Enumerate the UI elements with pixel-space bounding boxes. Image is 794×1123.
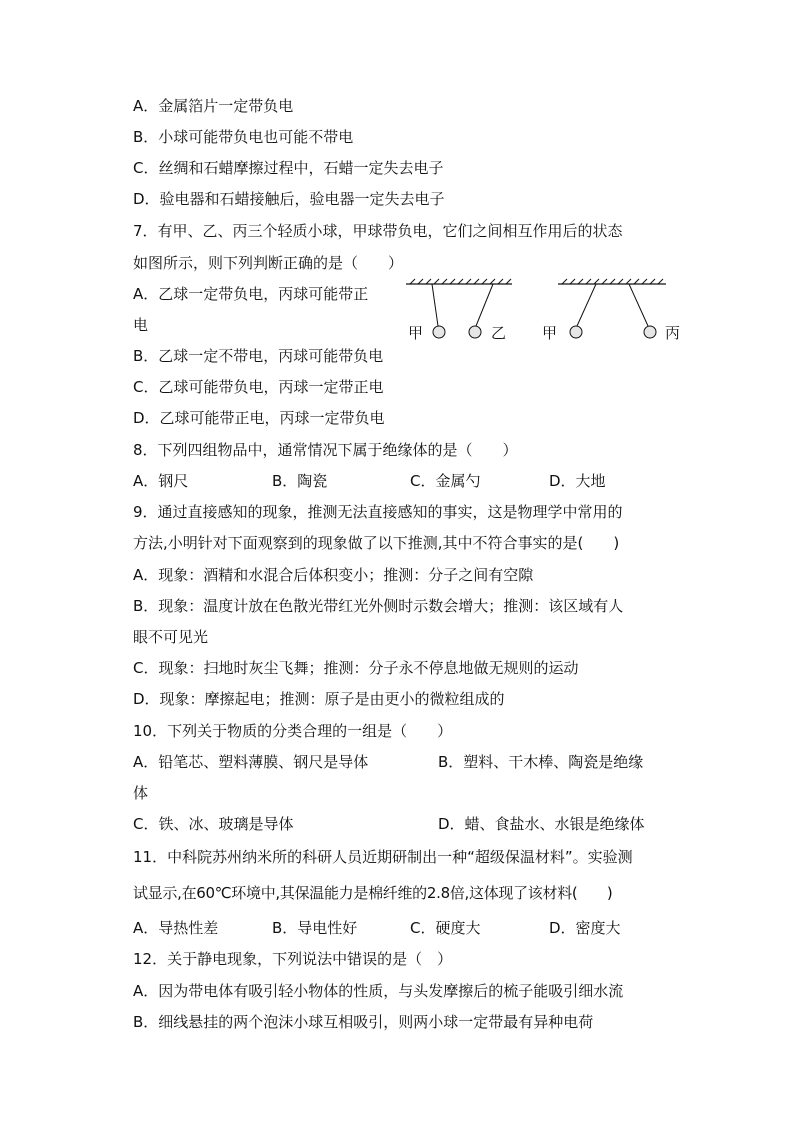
q7-stem-line1: 7．有甲、乙、丙三个轻质小球，甲球带负电，它们之间相互作用后的状态 [133, 222, 623, 240]
q10-option-b: B．塑料、干木棒、陶瓷是绝缘 [438, 753, 644, 771]
right-ceiling [558, 279, 666, 284]
q10-stem: 10．下列关于物质的分类合理的一组是（ ） [133, 722, 453, 740]
q9-option-d: D．现象：摩擦起电；推测：原子是由更小的微粒组成的 [133, 690, 505, 708]
q6-option-c: C．丝绸和石蜡摩擦过程中，石蜡一定失去电子 [133, 159, 444, 177]
q9-option-b: B．现象：温度计放在色散光带红光外侧时示数会增大；推测：该区域有人 [133, 597, 624, 615]
bing-label: 丙 [665, 324, 681, 342]
bing-string [629, 284, 648, 326]
jia-string [432, 284, 438, 326]
q9-stem-line2: 方法,小明针对下面观察到的现象做了以下推测,其中不符合事实的是( ) [133, 534, 620, 552]
jia-ball-2 [570, 326, 582, 338]
q7-option-c: C．乙球可能带负电，丙球一定带正电 [133, 378, 384, 396]
bing-ball [644, 326, 656, 338]
q10-option-c: C．铁、冰、玻璃是导体 [133, 815, 294, 833]
q11-option-a: A．导热性差 [133, 919, 219, 937]
q6-option-b: B．小球可能带负电也可能不带电 [133, 128, 354, 146]
q11-stem-line1: 11．中科院苏州纳米所的科研人员近期研制出一种“超级保温材料”。实验测 [133, 848, 633, 866]
q12-option-a: A．因为带电体有吸引轻小物体的性质，与头发摩擦后的梳子能吸引细水流 [133, 982, 624, 1000]
q11-option-d: D．密度大 [549, 919, 621, 937]
left-ceiling [406, 279, 512, 284]
q9-option-b-continued: 眼不可见光 [133, 628, 209, 646]
q10-option-b-continued: 体 [133, 784, 149, 802]
q11-option-c: C．硬度大 [410, 919, 481, 937]
q6-option-a: A．金属箔片一定带负电 [133, 97, 294, 115]
q12-stem: 12．关于静电现象，下列说法中错误的是（ ） [133, 950, 453, 968]
q7-stem-line2: 如图所示，则下列判断正确的是（ ） [133, 254, 404, 272]
yi-label: 乙 [491, 324, 507, 342]
q7-option-a-continued: 电 [133, 316, 149, 334]
q11-stem-line2: 试显示,在60℃环境中,其保温能力是棉纤维的2.8倍,这体现了该材料( ) [133, 884, 613, 902]
q9-stem-line1: 9．通过直接感知的现象，推测无法直接感知的事实，这是物理学中常用的 [133, 503, 623, 521]
jia-string-2 [577, 284, 596, 326]
q9-option-c: C．现象：扫地时灰尘飞舞；推测：分子永不停息地做无规则的运动 [133, 659, 579, 677]
yi-ball [469, 326, 481, 338]
yi-string [476, 284, 493, 326]
q8-option-a: A．钢尺 [133, 472, 189, 490]
q9-option-a: A．现象：酒精和水混合后体积变小；推测：分子之间有空隙 [133, 566, 534, 584]
q8-stem: 8．下列四组物品中，通常情况下属于绝缘体的是（ ） [133, 441, 518, 459]
q6-option-d: D．验电器和石蜡接触后，验电器一定失去电子 [133, 190, 445, 208]
q8-option-d: D．大地 [549, 472, 606, 490]
jia-label: 甲 [408, 324, 424, 342]
q8-option-b: B．陶瓷 [272, 472, 328, 490]
q7-option-a: A．乙球一定带负电，丙球可能带正 [133, 285, 369, 303]
q12-option-b: B．细线悬挂的两个泡沫小球互相吸引，则两小球一定带最有异种电荷 [133, 1013, 594, 1031]
q7-hanging-balls-figure [400, 276, 690, 346]
q10-option-a: A．铅笔芯、塑料薄膜、钢尺是导体 [133, 753, 369, 771]
jia-ball [433, 326, 445, 338]
q7-option-b: B．乙球一定不带电，丙球可能带负电 [133, 347, 384, 365]
jia-label-2: 甲 [542, 324, 558, 342]
q10-option-d: D．蜡、食盐水、水银是绝缘体 [438, 815, 645, 833]
q7-option-d: D．乙球可能带正电，丙球一定带负电 [133, 409, 385, 427]
q11-option-b: B．导电性好 [272, 919, 358, 937]
q8-option-c: C．金属勺 [410, 472, 481, 490]
